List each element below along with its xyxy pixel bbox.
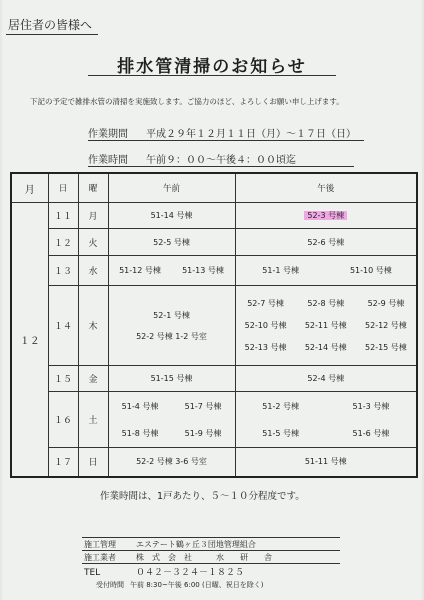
header-am: 午前 — [108, 173, 235, 203]
building-label: 51-4 号棟 — [121, 401, 159, 411]
footer-contractor-label: 施工業者 — [84, 553, 116, 562]
footer-tel-label: TEL — [84, 568, 101, 578]
building-label: 51-5 号棟 — [262, 428, 299, 438]
building-label: 52-1 号棟 — [153, 310, 190, 320]
building-label: 52-4 号棟 — [307, 374, 345, 383]
am-cell — [108, 256, 235, 286]
building-label: 51-7 号棟 — [184, 401, 222, 411]
weekday-cell: 水 — [78, 256, 108, 286]
building-label: 51-13 号棟 — [182, 266, 224, 275]
am-cell — [108, 286, 235, 366]
footer-tel — [84, 565, 244, 578]
building-label: 52-9 号棟 — [367, 299, 405, 308]
day-cell: １６ — [48, 392, 78, 448]
footer-rule — [82, 550, 340, 551]
work-hours — [88, 151, 296, 166]
work-hours-label: 作業時間 — [88, 155, 128, 166]
table-row — [11, 229, 417, 256]
day-cell: １１ — [48, 203, 78, 229]
pm-cell — [235, 366, 417, 392]
building-label: 52-7 号棟 — [247, 299, 284, 308]
building-label-highlighted: 52-3 号棟 — [304, 211, 347, 220]
footer-reception-hours — [96, 580, 263, 590]
weekday-cell: 火 — [78, 229, 108, 256]
building-label: 51-10 号棟 — [349, 266, 392, 275]
footer-reception-label: 受付時間 — [96, 581, 124, 589]
am-cell — [108, 448, 235, 477]
work-hours-underline — [88, 166, 354, 167]
building-label: 52-11 号棟 — [304, 321, 347, 330]
footer-manager — [84, 539, 256, 550]
header-month: 月 — [11, 173, 48, 203]
table-row — [11, 286, 417, 366]
building-label: 51-8 号棟 — [121, 428, 159, 438]
weekday-cell: 木 — [78, 286, 108, 366]
work-period-value: 平成２９年１２月１１日（月）～１７日（日） — [146, 129, 356, 140]
month-cell: １２ — [11, 203, 48, 477]
pm-cell — [235, 203, 417, 229]
work-hours-value: 午前９：００～午後４：００頃迄 — [146, 155, 296, 166]
duration-note: 作業時間は、1戸あたり、５～１０分程度です。 — [100, 491, 305, 502]
building-label: 51-3 号棟 — [352, 401, 390, 411]
building-label: 52-12 号棟 — [365, 321, 407, 330]
footer-rule — [82, 563, 340, 564]
building-label: 52-5 号棟 — [153, 237, 190, 247]
weekday-cell: 日 — [78, 448, 108, 477]
table-row — [11, 256, 417, 286]
building-label: 51-6 号棟 — [352, 428, 390, 438]
intro-text: 下記の予定で雑排水管の清掃を実施致します。ご協力のほど、よろしくお願い申し上げます。 — [30, 97, 344, 106]
header-pm: 午後 — [235, 173, 417, 203]
day-cell: １２ — [48, 229, 78, 256]
am-cell — [108, 392, 235, 448]
greeting-underline — [6, 34, 98, 35]
building-label: 52-14 号棟 — [304, 343, 347, 352]
pm-cell — [235, 229, 417, 256]
weekday-cell: 月 — [78, 203, 108, 229]
table-header-row — [11, 173, 417, 203]
building-label: 51-9 号棟 — [184, 428, 222, 438]
pm-cell — [235, 256, 417, 286]
schedule-table — [10, 172, 418, 478]
header-day: 日 — [48, 173, 78, 203]
building-label: 51-2 号棟 — [262, 401, 299, 411]
day-cell: １７ — [48, 448, 78, 477]
table-row — [11, 366, 417, 392]
building-label: 52-2 号棟 1-2 号室 — [136, 331, 207, 341]
title-underline — [88, 75, 336, 76]
footer-tel-value: ０４２－３２４－１８２５ — [136, 568, 245, 578]
work-period — [88, 125, 356, 140]
work-period-underline — [88, 140, 364, 141]
pm-cell — [235, 448, 417, 477]
building-label: 52-10 号棟 — [244, 321, 287, 330]
building-label: 52-8 号棟 — [307, 299, 345, 308]
header-weekday: 曜 — [78, 173, 108, 203]
day-cell: １５ — [48, 366, 78, 392]
am-cell — [108, 229, 235, 256]
building-label: 52-2 号棟 3-6 号室 — [136, 457, 207, 467]
footer-reception-value: 午前 8:30~午後 6:00 (日曜、祝日を除く) — [130, 581, 264, 589]
am-cell — [108, 366, 235, 392]
day-cell: １４ — [48, 286, 78, 366]
building-label: 51-1 号棟 — [262, 266, 299, 275]
day-cell: １３ — [48, 256, 78, 286]
weekday-cell: 金 — [78, 366, 108, 392]
building-label: 52-15 号棟 — [365, 343, 407, 352]
footer-top-rule — [82, 537, 340, 538]
building-label: 51-14 号棟 — [150, 211, 193, 220]
building-label: 52-13 号棟 — [244, 343, 287, 352]
footer-manager-value: エステート鶴ヶ丘３団地管理組合 — [136, 540, 256, 549]
work-period-label: 作業期間 — [88, 129, 128, 140]
table-row — [11, 203, 417, 229]
building-label: 52-6 号棟 — [307, 237, 345, 247]
building-label: 51-12 号棟 — [119, 266, 161, 275]
notice-title: 排水管清掃のお知らせ — [117, 57, 307, 77]
greeting: 居住者の皆様へ — [8, 18, 93, 32]
footer-contractor — [84, 552, 272, 563]
footer-manager-label: 施工管理 — [84, 540, 116, 549]
weekday-cell: 土 — [78, 392, 108, 448]
table-row — [11, 392, 417, 448]
building-label: 51-11 号棟 — [304, 457, 347, 467]
am-cell — [108, 203, 235, 229]
table-row — [11, 448, 417, 477]
footer-contractor-value: 株 式 会 社 水 研 舎 — [136, 553, 272, 562]
pm-cell — [235, 392, 417, 448]
building-label: 51-15 号棟 — [150, 374, 193, 383]
pm-cell — [235, 286, 417, 366]
